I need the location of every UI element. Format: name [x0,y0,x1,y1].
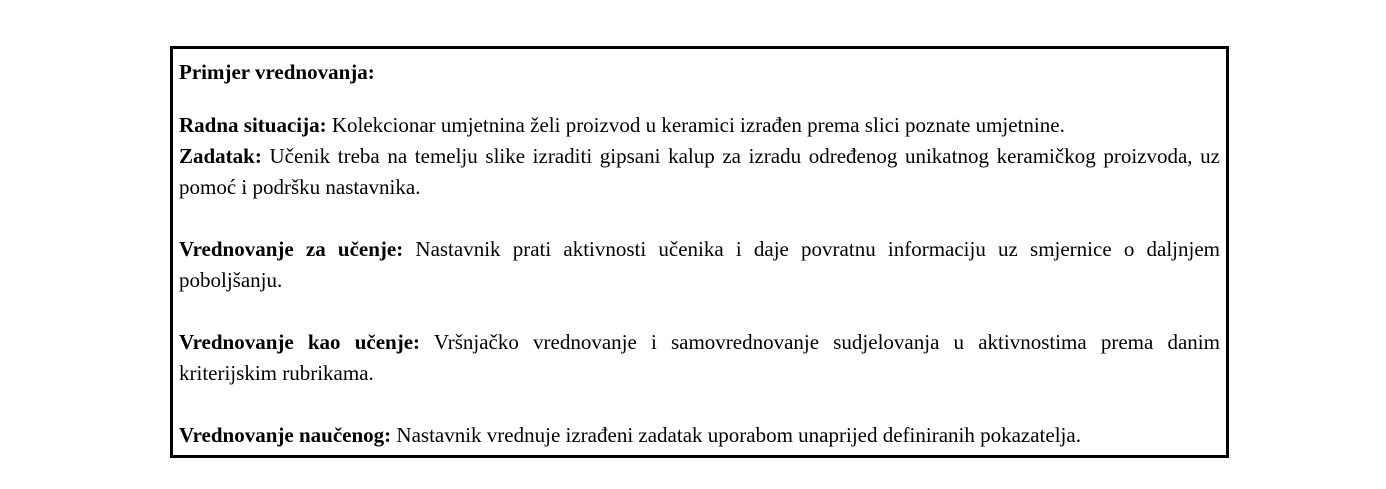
assessment-of-learning-paragraph [179,420,1220,451]
assessment-as-learning-text: Vršnjačko vrednovanje i samovrednovanje sudjelovanja u aktivnostima prema danim kriterijskim rubrikama. [179,330,1220,385]
assessment-of-learning-label: Vrednovanje naučenog: [179,423,392,447]
heading-text: Primjer vrednovanja: [179,60,375,84]
spacer [179,389,1220,420]
task-label: Zadatak: [179,144,262,168]
work-situation-paragraph [179,110,1220,141]
assessment-for-learning-text: Nastavnik prati aktivnosti učenika i daje povratnu informaciju uz smjernice o daljnjem poboljšanju. [179,237,1220,292]
spacer [179,203,1220,234]
box-heading [179,57,1220,88]
work-situation-text: Kolekcionar umjetnina želi proizvod u keramici izrađen prema slici poznate umjetnine. [326,113,1065,137]
assessment-as-learning-paragraph [179,327,1220,389]
assessment-for-learning-paragraph [179,234,1220,296]
spacer [179,88,1220,110]
task-text: Učenik treba na temelju slike izraditi gipsani kalup za izradu određenog unikatnog keramičkog proizvoda, uz pomoć i podršku nastavnika. [179,144,1220,199]
assessment-example-box [170,46,1229,458]
assessment-for-learning-label: Vrednovanje za učenje: [179,237,404,261]
spacer [179,296,1220,327]
work-situation-label: Radna situacija: [179,113,327,137]
assessment-as-learning-label: Vrednovanje kao učenje: [179,330,421,354]
task-paragraph [179,141,1220,203]
assessment-of-learning-text: Nastavnik vrednuje izrađeni zadatak uporabom unaprijed definiranih pokazatelja. [391,423,1081,447]
